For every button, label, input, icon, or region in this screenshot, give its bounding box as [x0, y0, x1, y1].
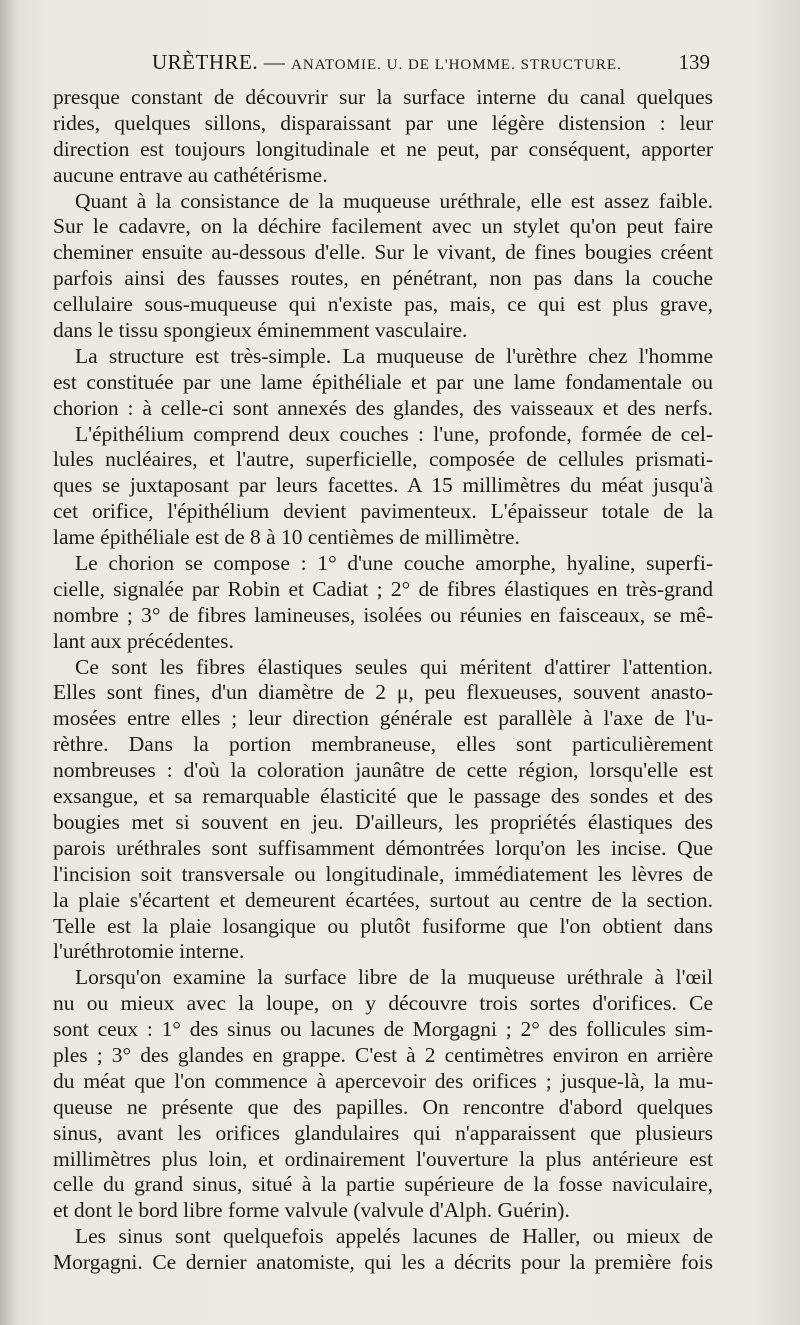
text-line: lame épithéliale est de 8 à 10 centièmes de millimètre.	[53, 525, 520, 550]
text-line: lant aux précédentes.	[53, 628, 234, 653]
text-line: la plaie s'écartent et demeurent écartées, surtout au centre de la section.	[53, 887, 713, 912]
text-line: sinus, avant les orifices glandulaires qui n'apparaissent que plusieurs	[53, 1120, 713, 1145]
text-line: cet orifice, l'épithélium devient pavimenteux. L'épaisseur totale de la	[53, 499, 713, 524]
text-line: Elles sont fines, d'un diamètre de 2 μ, peu flexueuses, souvent anasto-	[53, 680, 713, 705]
running-title-dash: —	[263, 50, 286, 74]
text-line: direction est toujours longitudinale et ne peut, par conséquent, apporter	[53, 136, 713, 161]
text-line: du méat que l'on commence à apercevoir des orifices ; jusque-là, la mu-	[53, 1068, 713, 1093]
text-line: celle du grand sinus, situé à la partie supérieure de la fosse naviculaire,	[53, 1172, 713, 1197]
text-line: lules nucléaires, et l'autre, superficielle, composée de cellules prismati-	[53, 447, 713, 472]
text-line: cheminer ensuite au-dessous d'elle. Sur le vivant, de fines bougies créent	[53, 240, 713, 265]
text-line: Les sinus sont quelquefois appelés lacunes de Haller, ou mieux de	[75, 1224, 713, 1249]
text-line: sont ceux : 1° des sinus ou lacunes de Morgagni ; 2° des follicules sim-	[53, 1017, 713, 1042]
text-line: nu ou mieux avec la loupe, on y découvre trois sortes d'orifices. Ce	[53, 991, 713, 1016]
running-title-main: URÈTHRE.	[152, 50, 259, 74]
text-line: nombre ; 3° de fibres lamineuses, isolées ou réunies en faisceaux, se mê-	[53, 602, 713, 627]
text-line: presque constant de découvrir sur la surface interne du canal quelques	[53, 85, 713, 109]
body-text	[53, 85, 713, 1276]
text-line: queuse ne présente que des papilles. On rencontre d'abord quelques	[53, 1094, 713, 1119]
text-line: et dont le bord libre forme valvule (valvule d'Alph. Guérin).	[53, 1198, 570, 1223]
text-line: millimètres plus loin, et ordinairement l'ouverture la plus antérieure est	[53, 1146, 713, 1171]
text-line: Morgagni. Ce dernier anatomiste, qui les a décrits pour la première fois	[53, 1250, 713, 1275]
text-line: ques se juxtaposant par leurs facettes. A 15 millimètres du méat jusqu'à	[53, 473, 713, 498]
text-line: nombreuses : d'où la coloration jaunâtre de cette région, lorsqu'elle est	[53, 758, 713, 783]
text-line: cellulaire sous-muqueuse qui n'existe pas, mais, ce qui est plus grave,	[53, 292, 713, 317]
text-line: parfois ainsi des fausses routes, en pénétrant, non pas dans la couche	[53, 266, 713, 291]
text-line: Sur le cadavre, on la déchire facilement avec un stylet qu'on peut faire	[53, 214, 713, 239]
page-gutter-shadow	[0, 0, 18, 1325]
text-line: chorion : à celle-ci sont annexés des glandes, des vaisseaux et des nerfs.	[53, 395, 713, 420]
text-line: l'uréthrotomie interne.	[53, 939, 245, 964]
text-line: Quant à la consistance de la muqueuse uréthrale, elle est assez faible.	[75, 188, 713, 213]
text-line: parois uréthrales sont suffisamment démontrées lorqu'on les incise. Que	[53, 835, 713, 860]
running-title-sub: ANATOMIE. U. DE L'HOMME. STRUCTURE.	[291, 57, 622, 73]
text-line: ples ; 3° des glandes en grappe. C'est à 2 centimètres environ en arrière	[53, 1042, 713, 1067]
running-header	[52, 46, 712, 80]
text-line: exsangue, et sa remarquable élasticité que le passage des sondes et des	[53, 784, 713, 809]
text-line: mosées entre elles ; leur direction générale est parallèle à l'axe de l'u-	[53, 706, 713, 731]
text-line: rides, quelques sillons, disparaissant par une légère distension : leur	[53, 110, 713, 135]
text-line: aucune entrave au cathétérisme.	[53, 162, 328, 187]
text-line: L'épithélium comprend deux couches : l'une, profonde, formée de cel-	[75, 421, 713, 446]
text-line: est constituée par une lame épithéliale et par une lame fondamentale ou	[53, 369, 713, 394]
text-line: rèthre. Dans la portion membraneuse, elles sont particulièrement	[53, 732, 713, 757]
text-line: Telle est la plaie losangique ou plutôt fusiforme que l'on obtient dans	[53, 913, 713, 938]
text-line: La structure est très-simple. La muqueuse de l'urèthre chez l'homme	[75, 343, 713, 368]
running-title	[152, 50, 622, 75]
text-line: cielle, signalée par Robin et Cadiat ; 2° de fibres élastiques en très-grand	[53, 576, 713, 601]
text-line: Lorsqu'on examine la surface libre de la muqueuse uréthrale à l'œil	[75, 965, 713, 990]
text-line: Ce sont les fibres élastiques seules qui méritent d'attirer l'attention.	[75, 654, 713, 679]
text-line: Le chorion se compose : 1° d'une couche amorphe, hyaline, superfi-	[75, 551, 713, 576]
text-line: dans le tissu spongieux éminemment vasculaire.	[53, 318, 468, 343]
text-line: l'incision soit transversale ou longitudinale, immédiatement les lèvres de	[53, 861, 713, 886]
page-number: 139	[678, 50, 710, 74]
text-line: bougies met si souvent en jeu. D'ailleurs, les propriétés élastiques des	[53, 809, 713, 834]
